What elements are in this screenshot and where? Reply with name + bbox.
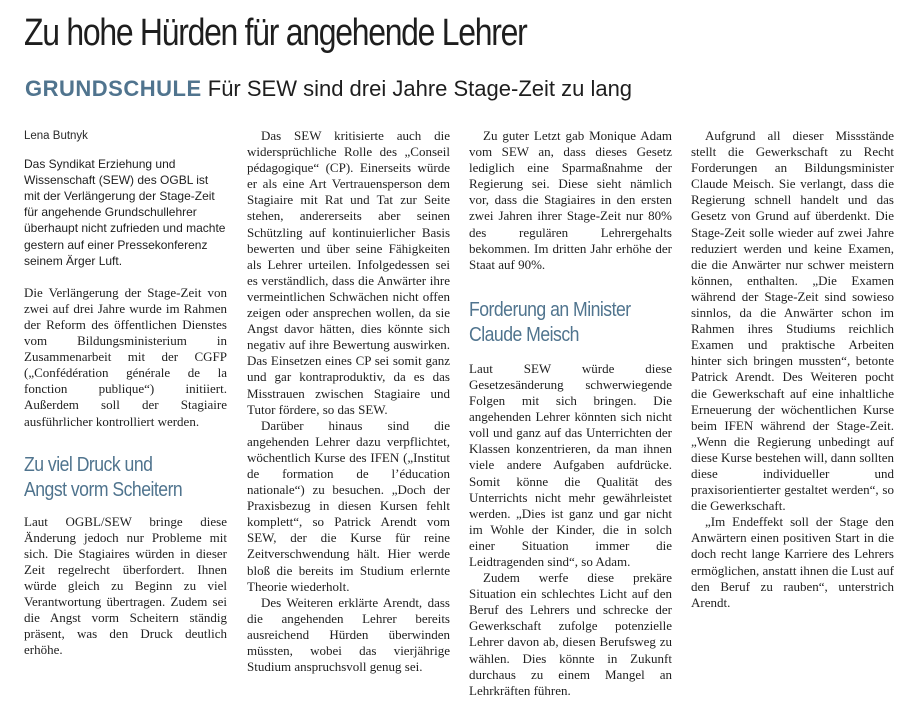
paragraph: Das SEW kritisierte auch die widersprüchliche Rolle des „Conseil pédagogique“ (CP). Einerseits würde er als eine Art Vertrauensperson dem Stagiaire mit Rat und Tat zur Seite stehen, andererseits aber seinen Schützling auf kontinuierlicher Basis bewerten und über seine Fähigkeiten als Lehrer urteilen. Infolgedessen sei es verständlich, dass die Anwärter ihre vermeintlichen Schwächen nicht offen zeigen oder ansprechen wollen, da sie Angst davor hätten, dies könnte sich negativ auf ihre Bewertung auswirken. Das Einsetzen eines CP sei somit ganz und gar kontraproduktiv, da es das Misstrauen zwischen Stagiaire und Tutor fördere, so das SEW. [247, 128, 450, 417]
subheading-pressure [24, 452, 199, 502]
paragraph: „Im Endeffekt soll der Stage den Anwärtern einen positiven Start in die doch recht lange Karriere des Lehrers ermöglichen, anstatt ihnen die Lust auf den Beruf zu rauben“, unterstrich Arendt. [691, 514, 894, 610]
column-4 [691, 128, 894, 611]
column-2 [247, 128, 450, 675]
paragraph: Zu guter Letzt gab Monique Adam vom SEW an, dass dieses Gesetz lediglich eine Sparmaßnahme der Regierung sei. Diese sieht nämlich vor, dass die Stagiaires in den ersten zwei Jahren ihrer Stage-Zeit nur 80% des regulären Lehrergehalts bekommen. Im dritten Jahr erhöhe der Staat auf 90%. [469, 128, 672, 272]
subheading-line: Forderung an Minister [469, 297, 631, 321]
paragraph: Laut OGBL/SEW bringe diese Änderung jedoch nur Probleme mit sich. Die Stagiaires würden in dieser Zeit regelrecht überfordert. Ihnen würde gleich zu Beginn zu viel Verantwortung übertragen. Zudem sei die Angst vorm Scheitern ständig präsent, was den Druck deutlich erhöhe. [24, 513, 227, 658]
paragraph: Zudem werfe diese prekäre Situation ein schlechtes Licht auf den Beruf des Lehrers und schrecke der Gewerkschaft zufolge potenzielle Lehrer davon ab, diesen Berufsweg zu wählen. Dies könnte in Zukunft durchaus zu einem Mangel an Lehrkräften führen. [469, 570, 672, 698]
subheading-line: Angst vorm Scheitern [24, 477, 183, 501]
paragraph: Die Verlängerung der Stage-Zeit von zwei auf drei Jahre wurde im Rahmen der Reform des öffentlichen Dienstes vom Bildungsministerium in Zusammenarbeit mit der CGFP („Confédération générale de la fonction publique“) initiiert. Außerdem soll der Stagiaire ausführlicher kontrolliert werden. [24, 284, 227, 429]
paragraph: Darüber hinaus sind die angehenden Lehrer dazu verpflichtet, wöchentlich Kurse des IFEN („Institut de formation de l’éducation nationale“) zu besuchen. „Doch der Praxisbezug in diesen Kursen fehlt komplett“, so Patrick Arendt vom SEW, der die Kurse für reine Zeitverschwendung hält. Hier werde bloß die bereits im Studium erlernte Theorie wiederholt. [247, 417, 450, 594]
subheading-line: Claude Meisch [469, 322, 579, 346]
kicker: GRUNDSCHULE [25, 76, 202, 101]
column-1 [24, 128, 227, 658]
subheading-demand [469, 297, 644, 347]
subtitle: Für SEW sind drei Jahre Stage-Zeit zu lang [207, 76, 633, 101]
subheading-line: Zu viel Druck und [24, 452, 153, 476]
paragraph: Laut SEW würde diese Gesetzesänderung schwerwiegende Folgen mit sich bringen. Die angehenden Lehrer könnten sich nicht voll und ganz auf das Unterrichten der Klassen konzentrieren, da man ihnen viele andere Aufgaben aufdrücke. Somit könne die Qualität des Unterrichts nicht mehr gewährleistet werden. „Dies ist ganz und gar nicht im Wohle der Kinder, die in solch einer Situation immer die Leidtragenden sind“, so Adam. [469, 360, 672, 569]
headline: Zu hohe Hürden für angehende Lehrer [24, 12, 527, 54]
paragraph: Des Weiteren erklärte Arendt, dass die angehenden Lehrer bereits ausreichend Hürden überwinden müssten, wobei das vierjährige Studium anspruchsvoll genug sei. [247, 594, 450, 675]
lead-paragraph: Das Syndikat Erziehung und Wissenschaft (SEW) des OGBL ist mit der Verlängerung der Stage-Zeit für angehende Grundschullehrer überhaupt nicht zufrieden und machte gestern auf einer Pressekonferenz seinem Ärger Luft. [24, 157, 226, 268]
column-3 [469, 128, 672, 699]
subtitle-line [25, 76, 632, 102]
paragraph: Aufgrund all dieser Missstände stellt die Gewerkschaft zu Recht Forderungen an Bildungsminister Claude Meisch. Sie verlangt, dass die Regierung schnell handelt und das Gesetz von Grund auf überdenkt. Die Stage-Zeit solle wieder auf zwei Jahre reduziert werden und keine Examen, die die Anwärter nur schwer meistern können, enthalten. „Die Examen während der Stage-Zeit sind sowieso sinnlos, da die Anwärter schon im Rahmen ihres Studiums reichlich Examen und praktische Arbeiten hinter sich bringen mussten“, betonte Patrick Arendt. Des Weiteren pocht die Gewerkschaft auf eine inhaltliche Erneuerung der wöchentlichen Kurse beim IFEN während der Stage-Zeit. „Wenn die Regierung unbedingt auf diese Kurse bestehen will, dann sollten diese individueller und praxisorientierter gestaltet werden“, so die Gewerkschaft. [691, 128, 894, 514]
author: Lena Butnyk [24, 130, 88, 142]
